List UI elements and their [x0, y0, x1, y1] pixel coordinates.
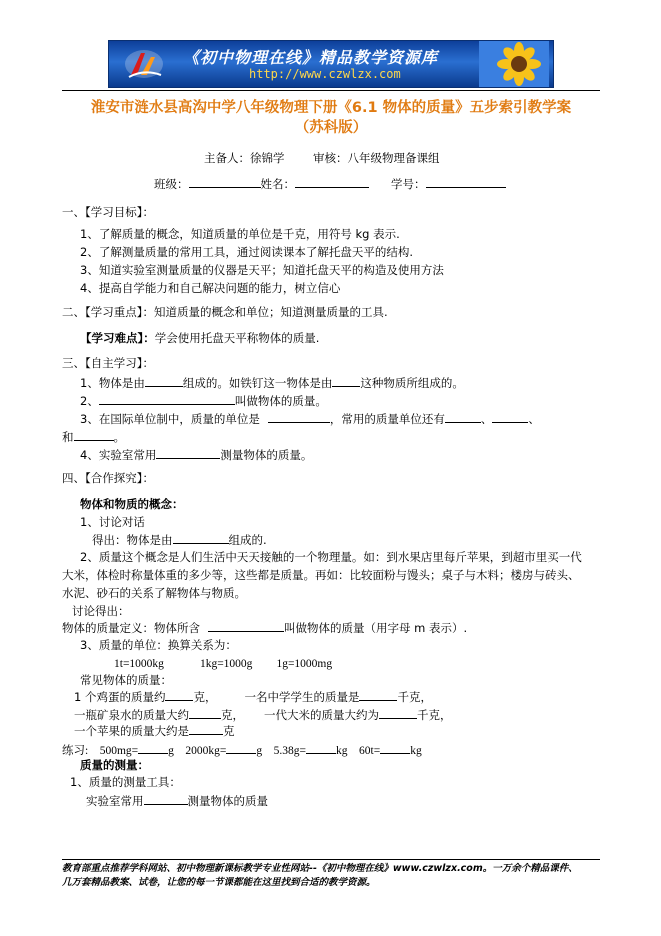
exercise-blank-3[interactable]	[306, 741, 336, 754]
conclusion-text-a: 得出：物体是由	[92, 533, 173, 547]
student-info-row	[154, 175, 506, 192]
self-study-q2	[80, 392, 327, 409]
exercise-text-a: 练习: 500mg=	[62, 745, 139, 757]
goal-item: 2、了解测量质量的常用工具，通过阅读课本了解托盘天平的结构.	[80, 245, 413, 259]
lab-text-a: 实验室常用	[86, 794, 144, 808]
q2-text-b: 叫做物体的质量。	[234, 394, 327, 408]
name-blank[interactable]	[295, 175, 369, 188]
definition-text-b: 叫做物体的质量（用字母 m 表示）.	[284, 621, 468, 635]
units-title: 3、质量的单位：换算关系为：	[80, 638, 237, 652]
conversion-kg-g: 1kg=1000g	[199, 658, 253, 670]
banner-title: 《初中物理在线》精品教学资源库	[183, 48, 439, 67]
common-masses-title: 常见物体的质量：	[80, 673, 172, 687]
key-points-text: 知道质量的概念和单位；知道测量质量的工具.	[154, 305, 388, 319]
q1-text-a: 1、物体是由	[80, 376, 145, 390]
q2-text-a: 2、	[80, 394, 99, 408]
q3-blank-4[interactable]	[74, 428, 114, 441]
exercise-text-b: g 2000kg=	[168, 745, 227, 757]
water-text: 一瓶矿泉水的质量大约	[74, 708, 189, 722]
goal-item: 1、了解质量的概念，知道质量的单位是千克，用符号 kg 表示.	[80, 227, 400, 241]
conversion-row	[114, 656, 332, 672]
q4-text-b: 测量物体的质量。	[220, 448, 313, 462]
student-unit: 千克，	[397, 690, 432, 704]
exercise-text-c: g 5.38g=	[256, 745, 307, 757]
conclusion-text-b: 组成的.	[228, 533, 267, 547]
section-coop-heading: 四、【合作探究】：	[62, 471, 154, 485]
section-goals-heading: 一、【学习目标】：	[62, 205, 154, 219]
self-study-q4	[80, 446, 312, 463]
rice-blank[interactable]	[379, 706, 417, 719]
key-points-heading: 二、【学习重点】：	[62, 305, 154, 319]
q1-blank-1[interactable]	[145, 374, 183, 387]
water-unit: 克，	[221, 708, 244, 722]
section-self-study-heading: 三、【自主学习】：	[62, 356, 154, 370]
conversion-t-kg: 1t=1000kg	[114, 658, 164, 670]
paragraph-line: 2、质量这个概念是人们生活中天天接触的一个物理量。如：到水果店里每斤苹果，到超市里买一代	[80, 550, 582, 564]
concept-subheading: 物体和物质的概念：	[80, 497, 184, 511]
q3-text-a: 3、在国际单位制中，质量的单位是	[80, 412, 260, 426]
apple-unit: 克	[223, 724, 235, 738]
q1-text-c: 这种物质所组成的。	[360, 376, 464, 390]
q3-text-d: 。	[113, 430, 125, 444]
conclusion-blank[interactable]	[173, 531, 229, 544]
header-banner	[108, 40, 554, 88]
goal-item: 3、知道实验室测量质量的仪器是天平；知道托盘天平的构造及使用方法	[80, 263, 444, 277]
definition-blank[interactable]	[208, 619, 284, 632]
id-blank[interactable]	[426, 175, 506, 188]
q3-blank-1[interactable]	[268, 410, 330, 423]
q3-blank-2[interactable]	[445, 410, 481, 423]
q3-sep-1: 、	[480, 412, 493, 426]
common-mass-row	[74, 706, 452, 723]
q2-blank[interactable]	[99, 392, 235, 405]
q1-blank-2[interactable]	[332, 374, 360, 387]
document-title: 淮安市涟水县高沟中学八年级物理下册《6.1 物体的质量》五步索引教学案	[90, 100, 572, 116]
common-mass-row	[74, 722, 235, 739]
lab-tool-line	[86, 792, 268, 809]
section-difficulty	[80, 330, 319, 346]
footer-line: 教育部重点推荐学科网站、初中物理新课标教学专业性网站--《初中物理在线》www.czwlzx.com。一万余个精品课件、	[62, 863, 578, 874]
banner-url: http://www.czwlzx.com	[249, 67, 401, 81]
exercise-blank-4[interactable]	[380, 741, 410, 754]
class-label: 班级：	[154, 177, 189, 191]
self-study-q3	[80, 410, 540, 427]
document-subtitle: （苏科版）	[294, 120, 368, 136]
lab-blank[interactable]	[144, 792, 188, 805]
discuss-result: 讨论得出：	[72, 604, 130, 618]
measurement-subheading: 质量的测量：	[80, 758, 149, 772]
mass-definition	[62, 619, 467, 636]
paragraph-line: 水泥、砂石的关系了解物体与物质。	[62, 586, 246, 600]
exercise-text-e: kg	[410, 745, 422, 757]
egg-blank[interactable]	[165, 688, 193, 701]
discuss-text: 1、讨论对话	[80, 515, 145, 529]
self-study-q1	[80, 374, 464, 391]
exercise-text-d: kg 60t=	[336, 745, 381, 757]
q1-text-b: 组成的。如铁钉这一物体是由	[182, 376, 333, 390]
difficulty-text: 学会使用托盘天平称物体的质量.	[154, 331, 320, 345]
student-blank[interactable]	[359, 688, 397, 701]
rice-text: 一代大米的质量大约为	[264, 708, 379, 722]
lab-text-b: 测量物体的质量	[187, 794, 268, 808]
q4-blank[interactable]	[156, 446, 220, 459]
page-footer	[62, 859, 600, 890]
q3-text-c: 和	[62, 430, 74, 444]
paragraph-line: 大米，体检时称量体重的多少等，这些都是质量。再如：比较面粉与馒头；桌子与木料；楼房与砖头、	[62, 568, 580, 582]
name-label: 姓名：	[260, 177, 295, 191]
student-text: 一名中学学生的质量是	[244, 690, 360, 704]
rice-unit: 千克，	[417, 708, 452, 722]
q4-text-a: 4、实验室常用	[80, 448, 157, 462]
reviewer-text: 审核：八年级物理备课组	[313, 151, 440, 165]
water-blank[interactable]	[189, 706, 221, 719]
site-logo-icon	[123, 47, 165, 81]
section-key-points	[62, 304, 388, 320]
footer-line: 几万套精品教案、试卷，让您的每一节课都能在这里找到合适的教学资源。	[62, 877, 376, 888]
goal-item: 4、提高自学能力和自己解决问题的能力，树立信心	[80, 281, 341, 295]
self-study-q3-cont	[62, 428, 125, 445]
exercise-blank-2[interactable]	[226, 741, 256, 754]
preparer-text: 主备人：徐锦学	[204, 151, 285, 165]
apple-blank[interactable]	[189, 722, 223, 735]
apple-text: 一个苹果的质量大约是	[74, 724, 189, 738]
measurement-tools: 1、质量的测量工具：	[70, 775, 181, 789]
difficulty-heading: 【学习难点】：	[80, 331, 155, 345]
conversion-g-mg: 1g=1000mg	[276, 658, 333, 670]
q3-text-b: ，常用的质量单位还有	[329, 412, 445, 426]
exercise-blank-1[interactable]	[138, 741, 168, 754]
q3-blank-3[interactable]	[492, 410, 528, 423]
sunflower-icon	[479, 41, 549, 87]
definition-text-a: 物体的质量定义：物体所含	[62, 621, 200, 635]
header-rule	[62, 90, 600, 91]
conclusion-line	[92, 531, 267, 548]
egg-unit: 克，	[193, 690, 217, 704]
id-label: 学号：	[391, 177, 426, 191]
class-blank[interactable]	[189, 175, 261, 188]
egg-text: 1 个鸡蛋的质量约	[74, 690, 166, 704]
q3-sep-2: 、	[528, 412, 540, 426]
common-mass-row	[74, 688, 432, 705]
